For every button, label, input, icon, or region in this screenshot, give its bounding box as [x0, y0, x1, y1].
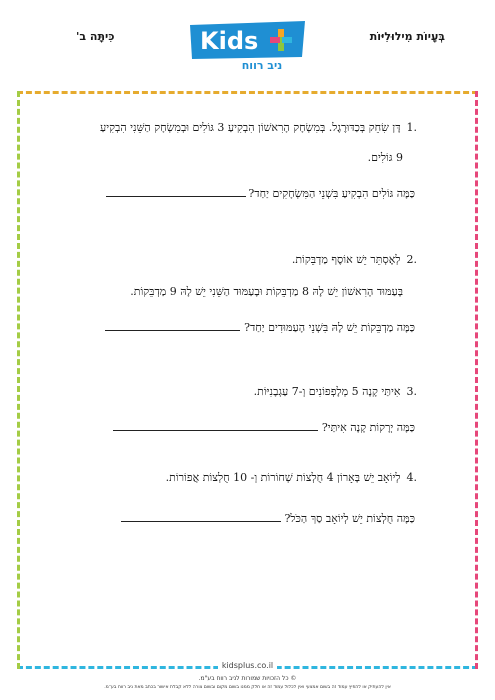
- worksheet-topic-title: בְּעָיוֹת מִילוּלִיּוֹת: [369, 30, 445, 43]
- grade-label: כִּיתָּה ב': [76, 30, 115, 43]
- question-2-answer-row: [45, 320, 415, 334]
- footer-url-text[interactable]: kidsplus.co.il: [218, 661, 277, 670]
- question-1-line-2: [23, 150, 403, 166]
- answer-blank[interactable]: [113, 420, 318, 431]
- question-2-line-2: [23, 284, 403, 300]
- question-text-line: לְאֶסְתֵּר יֵשׁ אוֹסֶף מַדְבֵּקוֹת.: [291, 253, 401, 266]
- question-prompt: כַּמָּה יְרָקוֹת קָנָה אִיתַּי?: [321, 421, 415, 434]
- question-1-answer-row: [45, 186, 415, 200]
- question-number: .2: [406, 253, 417, 266]
- question-prompt: כַּמָּה גּוֹלִים הִבְקִיעַ בִּשְׁנֵי הַמִּשְׂחָקִים יַחַד?: [248, 187, 415, 200]
- frame-top-border: [17, 91, 478, 94]
- legal-disclaimer: אין להעתיק או להפיץ עמוד זה בשום אמצעי ואין לכלול עמוד זה או חלק ממנו בשום מקום ובשום צורה ללא קבלת אישור בכתב מאת ניב רווח בע"מ.: [104, 685, 391, 690]
- question-1: [37, 120, 417, 136]
- question-number: .3: [406, 385, 417, 398]
- answer-blank[interactable]: [105, 320, 240, 331]
- question-3: [37, 384, 417, 400]
- question-3-answer-row: [45, 420, 415, 434]
- question-prompt: כַּמָּה מַדְבֵּקוֹת יֵשׁ לָהּ בִּשְׁנֵי הָעַמּוּדִים יַחַד?: [244, 321, 415, 334]
- kids-plus-logo-graphic: [184, 21, 311, 73]
- question-text-line: דָּן שִׂחֵק בְּכַדּוּרֶגֶל. בְּמִשְׂחָק הָרִאשׁוֹן הִבְקִיעַ 3 גּוֹלִים וּבְמִשְׂחָק הַשֵּׁנִי הִבְקִיעַ: [100, 121, 401, 134]
- question-text-line: אִיתַּי קָנָה 5 מְלָפְפוֹנִים וְ-7 עַגְבָנִיּוֹת.: [253, 385, 401, 398]
- question-text-line: 9 גּוֹלִים.: [367, 151, 403, 164]
- answer-blank[interactable]: [106, 186, 246, 197]
- kids-plus-logo: [184, 21, 311, 73]
- question-4: [37, 470, 417, 486]
- question-number: .4: [406, 471, 417, 484]
- question-number: .1: [406, 121, 417, 134]
- frame-right-border: [475, 91, 478, 669]
- question-2: [37, 252, 417, 268]
- question-text-line: לְיוֹאָב יֵשׁ בָּאָרוֹן 4 חֻלְצוֹת שְׁחוֹרוֹת וְ- 10 חֻלְצוֹת אֲפוֹרוֹת.: [165, 471, 401, 484]
- question-4-answer-row: [45, 511, 415, 525]
- svg-text:ניב רווח: ניב רווח: [241, 59, 283, 72]
- question-prompt: כַּמָּה חֻלְצוֹת יֵשׁ לְיוֹאָב סַךְ הַכֹּל?: [284, 512, 415, 525]
- answer-blank[interactable]: [121, 511, 281, 522]
- footer-website: [0, 661, 495, 670]
- question-text-line: בָּעַמּוּד הָרִאשׁוֹן יֵשׁ לָהּ 8 מַדְבֵּקוֹת וּבָעַמּוּד הַשֵּׁנִי יֵשׁ לָהּ 9 מַדְבֵּקוֹת.: [130, 285, 403, 298]
- copyright-notice: © כל הזכויות שמורות לניב רווח בע"מ.: [198, 675, 297, 682]
- svg-text:Kids: Kids: [200, 27, 259, 55]
- frame-left-border: [17, 91, 20, 669]
